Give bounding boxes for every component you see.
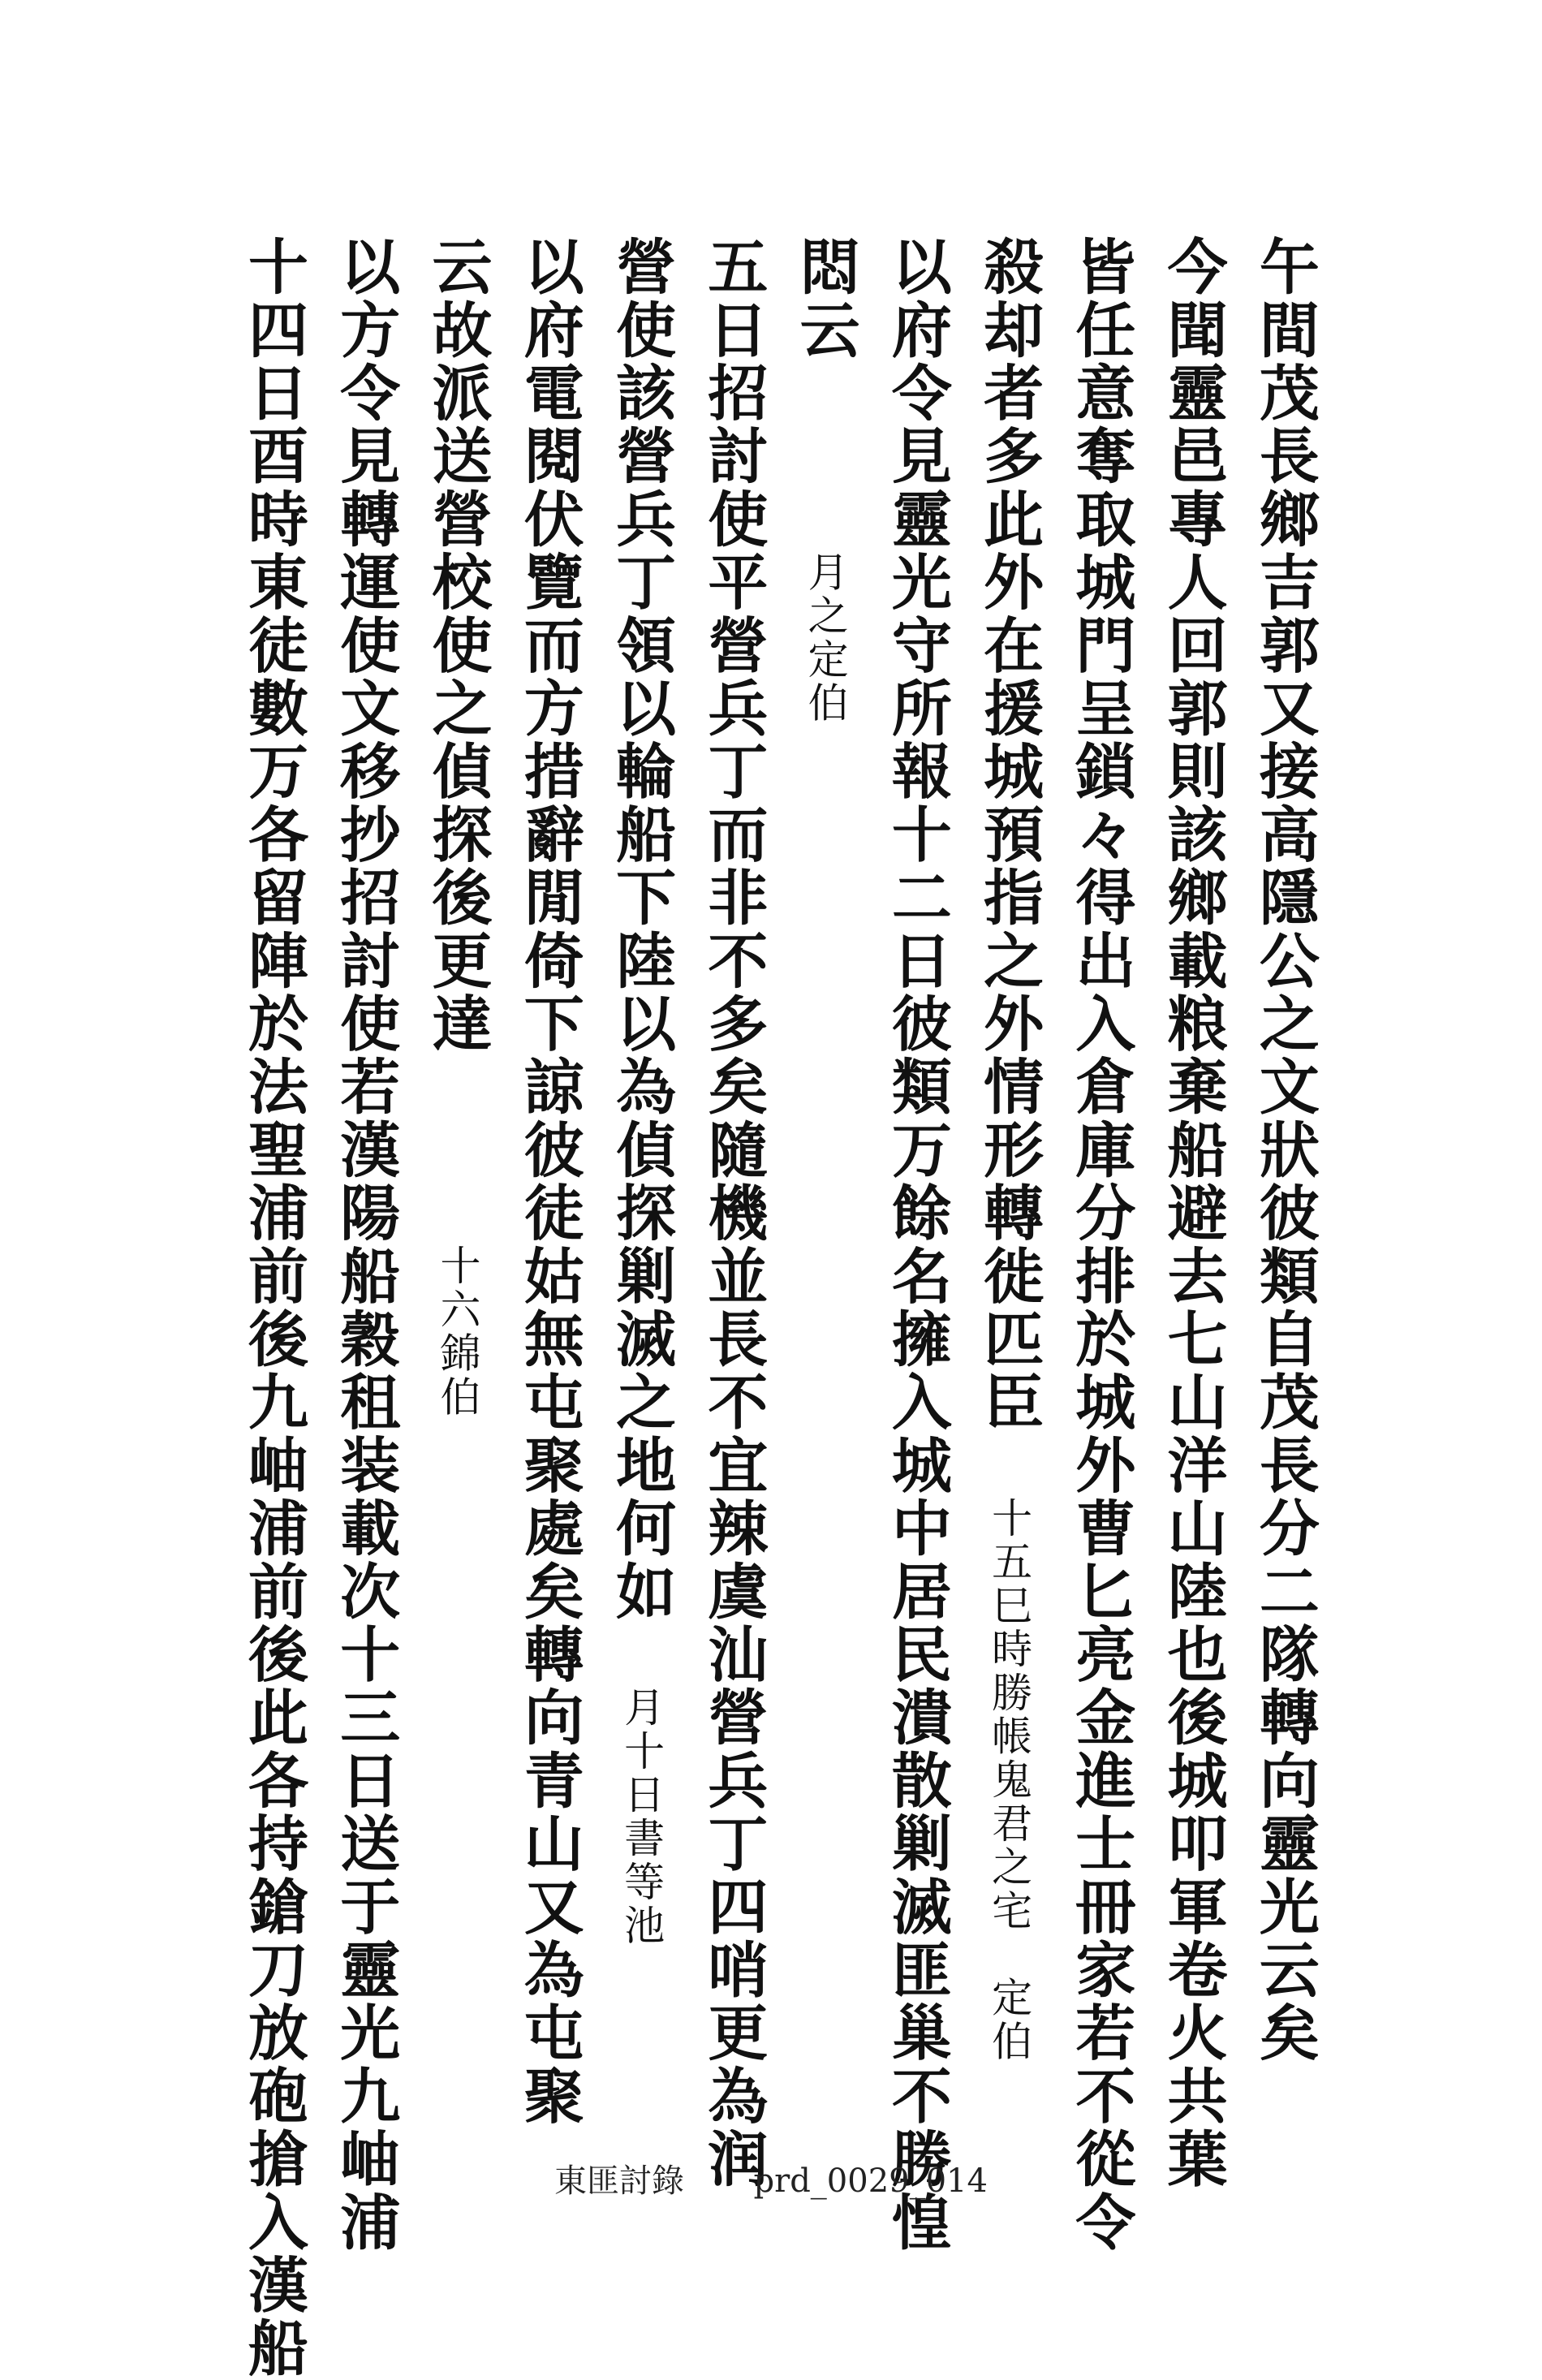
manuscript-column-7 (698, 235, 769, 2191)
column-text: 營使該營兵丁領以輪船下陸以為偵探剿滅之地何如 (606, 235, 677, 1623)
manuscript-column-6 (790, 235, 860, 726)
manuscript-column-1 (1249, 235, 1320, 2065)
column-text: 悶云 (790, 235, 860, 362)
column-text: 今聞靈邑專人回郭則該鄉載粮棄船避去七山洋山陸也後城叩軍卷火共葉 (1157, 235, 1228, 2191)
column-annotation: 十六錦伯 (433, 1244, 481, 1420)
manuscript-column-3 (1066, 235, 1136, 2254)
page-footer (0, 2155, 1542, 2201)
manuscript-column-4 (974, 235, 1045, 2064)
column-text: 皆任意奪取城門呈鎖々得出入倉庫分排於城外曹匕亮金進士冊家若不從令 (1066, 235, 1136, 2254)
column-text: 十四日酉時東徒數万各留陣於法聖浦前後九岫浦前後此各持鎗刀放砲搶入漢船 (239, 235, 308, 2380)
column-text: 以方令見轉運使文移抄招討使若漢陽船穀租装載次十三日送于靈光九岫浦 (330, 235, 401, 2254)
column-text: 殺却者多此外在援城預指之外情形轉徙匹臣 (974, 235, 1045, 1434)
column-annotation: 月之定伯 (801, 550, 849, 726)
column-text: 五日招討使平營兵丁而非不多矣隨機並長不宜辣虞汕營兵丁四哨更為润 (698, 235, 769, 2191)
manuscript-column-9 (514, 235, 584, 2128)
column-text: 云故派送營校使之偵探後更達 (422, 235, 493, 1056)
manuscript-column-8 (606, 235, 677, 1948)
manuscript-column-2 (1157, 235, 1228, 2191)
manuscript-column-12 (239, 235, 308, 2380)
document-title: 東匪討錄 (554, 2162, 685, 2200)
page-code: prd_0029_014 (753, 2162, 988, 2200)
manuscript-column-11 (330, 235, 401, 2254)
manuscript-column-10 (422, 235, 493, 1420)
column-text: 午間茂長鄉吉郭又接高隱公之文狀彼類自茂長分二隊轉向靈光云矣 (1249, 235, 1320, 2065)
manuscript-column-5 (881, 235, 952, 2254)
column-text: 以府令見靈光守所報十二日彼類万餘名擁入城中居民潰散剿滅匪巢不勝惶 (881, 235, 952, 2254)
column-text: 以府電閱伏覽而方措辭閒倚下諒彼徒姑無屯聚處矣轉向青山又為屯聚 (514, 235, 584, 2128)
column-annotation: 十五巳時勝帳鬼君之宅 定伯 (985, 1497, 1033, 2064)
column-annotation: 月十日書等池 (618, 1686, 665, 1948)
